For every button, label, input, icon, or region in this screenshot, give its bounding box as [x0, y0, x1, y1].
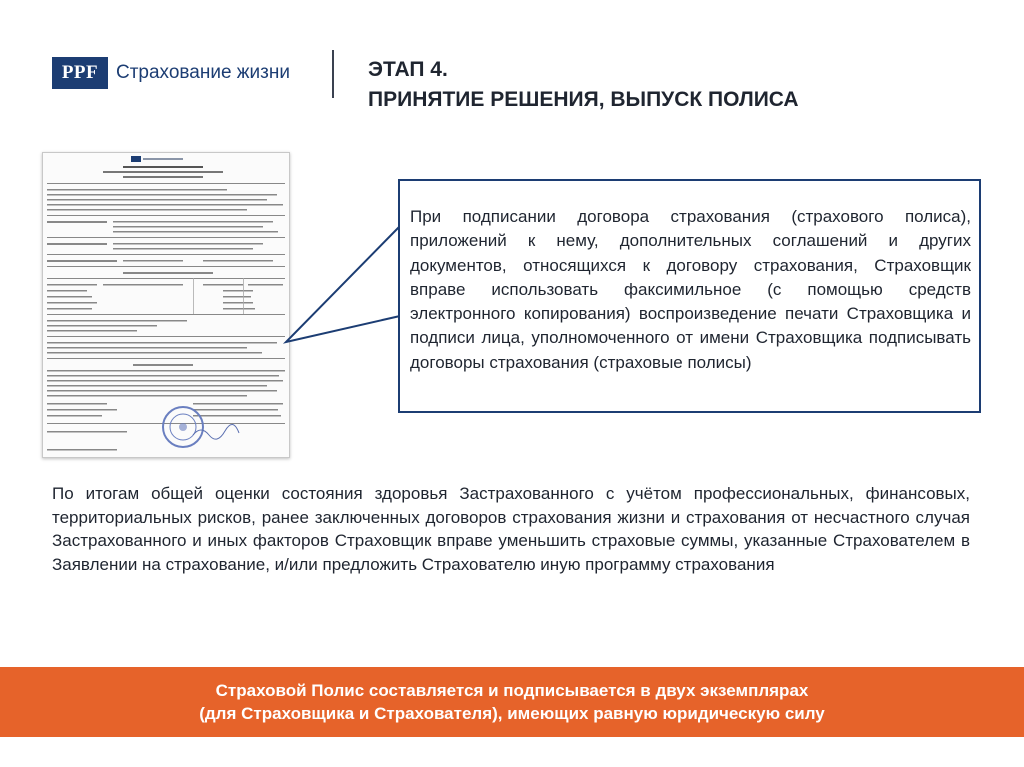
title-stage: ЭТАП 4. — [368, 58, 448, 81]
slide-title — [368, 55, 799, 115]
title-heading: ПРИНЯТИЕ РЕШЕНИЯ, ВЫПУСК ПОЛИСА — [368, 88, 799, 111]
body-paragraph: По итогам общей оценки состояния здоровья Застрахованного с учётом профессиональных, финансовых, территориальных рисков, ранее заключенных договоров страхования жизни и страхования от несчастного случая Застрахованного и иных факторов Страховщик вправе уменьшить страховые суммы, указанные Страхователем в Заявлении на страхование, и/или предложить Страхователю иную программу страхования — [52, 484, 970, 574]
stamp-icon — [163, 407, 203, 447]
policy-document-drawing — [43, 153, 289, 457]
logo-mark: PPF — [52, 57, 108, 89]
policy-document-image — [42, 152, 290, 458]
company-logo — [52, 56, 290, 90]
footer-banner — [0, 667, 1024, 737]
header-divider — [332, 50, 334, 98]
callout-text: При подписании договора страхования (страхового полиса), приложений к нему, дополнительных соглашений и других документов, относящихся к договору страхования, Страховщик вправе использовать факсимильное (с помощью средств электронного копирования) воспроизведение печати Страховщика и подписи лица, уполномоченного от имени Страховщика подписывать договоры страхования (страховые полисы) — [410, 207, 971, 372]
callout-box — [398, 179, 981, 413]
logo-text: Страхование жизни — [116, 62, 290, 83]
callout-pointer — [280, 220, 402, 350]
footer-line-2: (для Страховщика и Страхователя), имеющих равную юридическую силу — [199, 704, 825, 723]
footer-line-1: Страховой Полис составляется и подписывается в двух экземплярах — [215, 681, 809, 700]
